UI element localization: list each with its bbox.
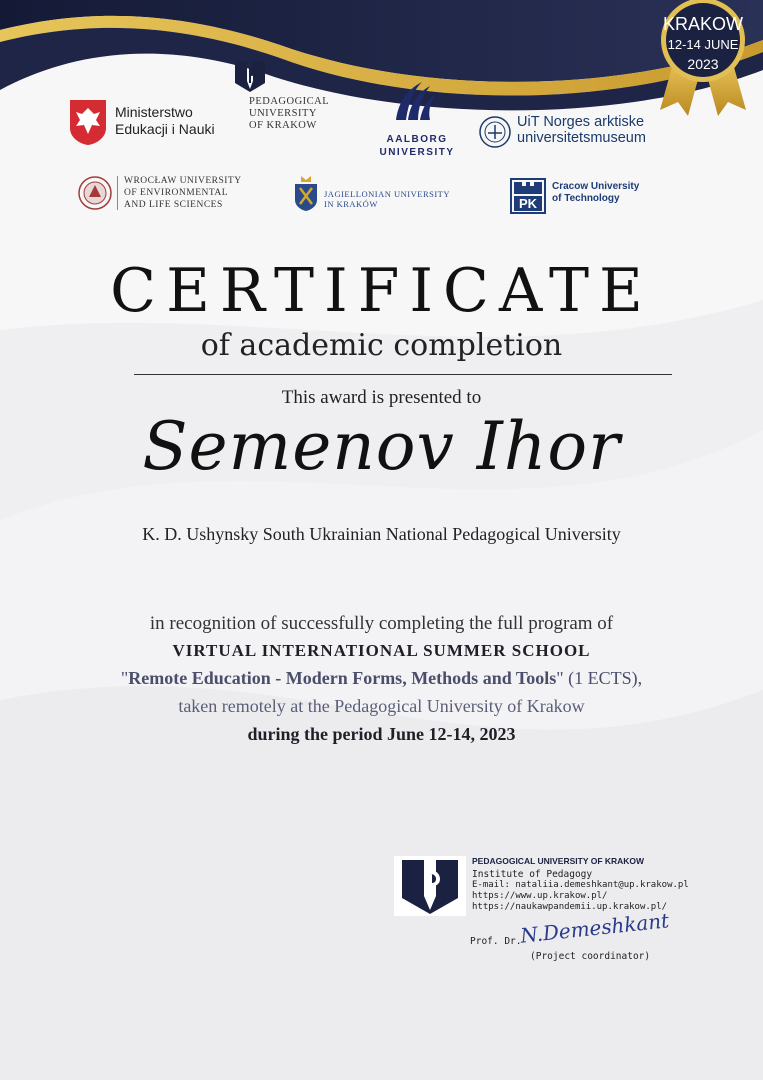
uit-line2: universitetsmuseum xyxy=(517,130,646,146)
certificate-subtitle: of academic completion xyxy=(200,328,563,363)
pedagogical-line1: PEDAGOGICAL xyxy=(249,96,330,107)
wroclaw-divider xyxy=(117,176,118,210)
pedagogical-line2: UNIVERSITY xyxy=(249,108,317,119)
signature-url1: https://www.up.krakow.pl/ xyxy=(472,891,608,901)
certificate-title: CERTIFICATE xyxy=(110,256,653,326)
recipient-institution: K. D. Ushynsky South Ukrainian National Pedagogical University xyxy=(142,524,621,544)
uit-line1: UiT Norges arktiske xyxy=(517,114,645,130)
course-line xyxy=(0,668,763,689)
recipient-name: Semenov Ihor xyxy=(142,408,621,485)
cracow-tech-line2: of Technology xyxy=(552,193,620,204)
ministry-line2: Edukacji i Nauki xyxy=(115,121,215,137)
period-text: during the period June 12-14, 2023 xyxy=(247,724,516,744)
aalborg-line1: AALBORG xyxy=(386,134,448,145)
signature-email: E-mail: nataliia.demeshkant@up.krakow.pl xyxy=(472,880,689,890)
signature-institute: Institute of Pedagogy xyxy=(472,869,593,880)
cracow-tech-mark: PK xyxy=(518,196,538,211)
badge-city: KRAKOW xyxy=(662,14,743,34)
signature-role: (Project coordinator) xyxy=(530,951,651,962)
course-name: Remote Education - Modern Forms, Methods and Tools xyxy=(128,668,557,688)
taken-remotely-text: taken remotely at the Pedagogical University of Krakow xyxy=(178,696,585,716)
course-quote-open: " xyxy=(120,668,129,688)
course-quote-close: " xyxy=(556,668,564,688)
presented-to-text: This award is presented to xyxy=(281,387,482,408)
badge-year: 2023 xyxy=(687,56,719,72)
recognition-text: in recognition of successfully completing the full program of xyxy=(149,613,614,634)
badge-dates: 12-14 JUNE xyxy=(667,37,739,52)
pedagogical-line3: OF KRAKOW xyxy=(249,120,317,131)
pedagogical-logo-icon xyxy=(394,856,466,916)
uit-seal-icon xyxy=(478,115,512,149)
title-divider xyxy=(134,374,672,375)
signature-org: PEDAGOGICAL UNIVERSITY OF KRAKOW xyxy=(472,856,645,866)
aalborg-line2: UNIVERSITY xyxy=(379,147,455,158)
program-name: VIRTUAL INTERNATIONAL SUMMER SCHOOL xyxy=(172,641,591,660)
polish-eagle-icon xyxy=(68,98,108,146)
cracow-tech-line1: Cracow University xyxy=(552,181,640,192)
wroclaw-line2: OF ENVIRONMENTAL xyxy=(124,188,229,198)
wroclaw-line1: WROCŁAW UNIVERSITY xyxy=(124,176,242,186)
wroclaw-line3: AND LIFE SCIENCES xyxy=(124,200,223,210)
course-credits: (1 ECTS), xyxy=(563,668,643,688)
handwritten-signature: N.Demeshkant xyxy=(519,908,671,948)
signature-prof: Prof. Dr. xyxy=(470,936,522,947)
pedagogical-shield-icon xyxy=(233,59,267,93)
jagiellonian-crest-icon xyxy=(293,174,319,212)
jagiellonian-line2: IN KRAKÓW xyxy=(324,199,378,209)
jagiellonian-line1: JAGIELLONIAN UNIVERSITY xyxy=(324,189,450,199)
wroclaw-seal-icon xyxy=(77,175,113,211)
aalborg-waves-icon xyxy=(392,78,438,124)
signature-url2: https://naukawpandemii.up.krakow.pl/ xyxy=(472,902,668,912)
ministry-line1: Ministerstwo xyxy=(115,104,193,120)
